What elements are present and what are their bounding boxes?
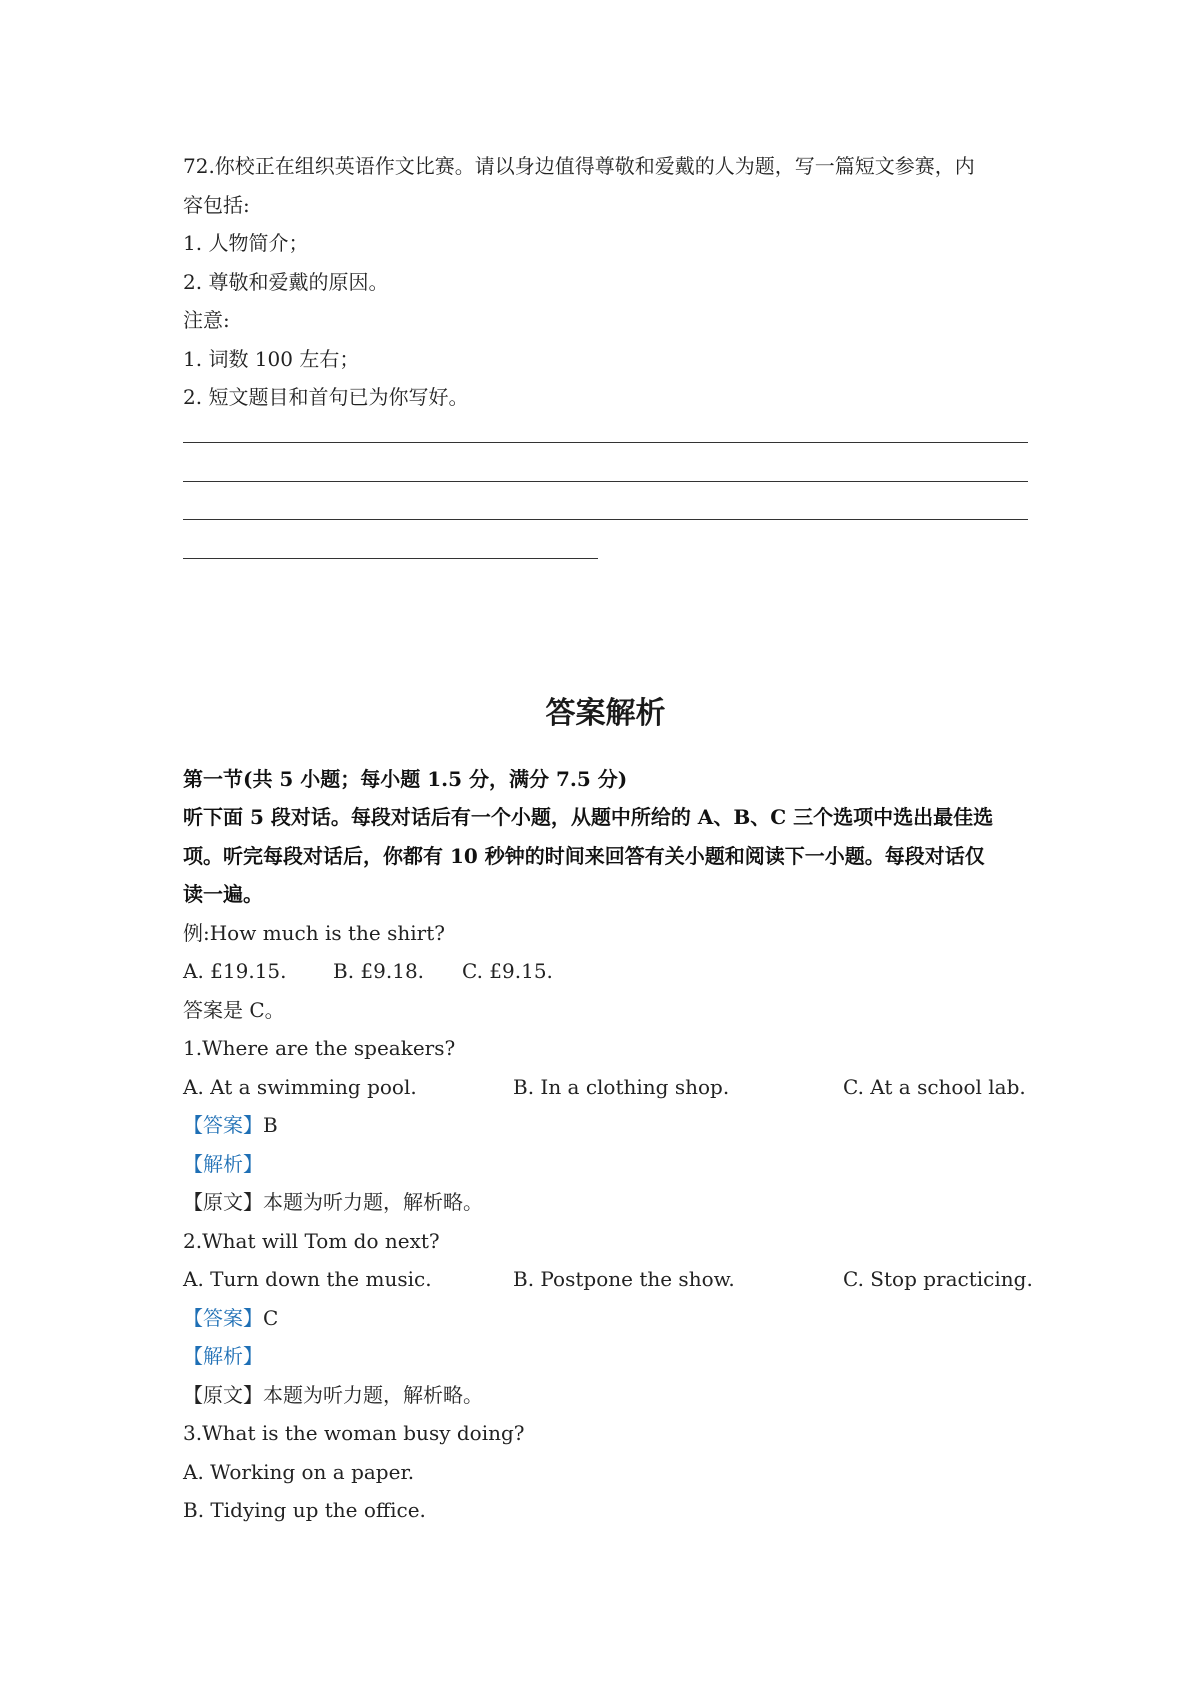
example-option-b: B. £9.18. [333, 959, 425, 983]
writing-note-2: 2. 短文题目和首句已为你写好。 [183, 385, 469, 409]
question-1-options [183, 1068, 1028, 1107]
answer-blank-line [183, 455, 1028, 494]
section-header: 第一节(共 5 小题；每小题 1.5 分，满分 7.5 分) [183, 766, 628, 791]
instructions-line-3: 读一遍。 [183, 882, 263, 906]
question-3-option-b: B. Tidying up the office. [183, 1498, 426, 1522]
question-2-source: 【原文】本题为听力题，解析略。 [183, 1382, 483, 1407]
question-3: 3.What is the woman busy doing? [183, 1421, 525, 1445]
question-2-analysis-tag: 【解析】 [183, 1344, 263, 1368]
writing-point-1: 1. 人物简介； [183, 231, 309, 255]
example-answer: 答案是 C。 [183, 997, 285, 1022]
answer-tag: 【答案】 [183, 1113, 263, 1137]
answer-section-title: 答案解析 [545, 695, 666, 731]
question-2-options [183, 1260, 1033, 1299]
writing-note-label: 注意: [183, 308, 230, 332]
question-2: 2.What will Tom do next? [183, 1228, 440, 1253]
question-3-option-a: A. Working on a paper. [183, 1459, 415, 1484]
writing-prompt-line-1: 72.你校正在组织英语作文比赛。请以身边值得尊敬和爱戴的人为题，写一篇短文参赛，内 [183, 154, 975, 178]
question-1-answer [183, 1106, 1028, 1145]
question-1-option-a: A. At a swimming pool. [183, 1074, 417, 1099]
question-1-option-c: C. At a school lab. [843, 1074, 1026, 1099]
writing-prompt-line-2: 容包括: [183, 192, 250, 217]
example-option-c: C. £9.15. [462, 959, 553, 983]
question-1-source: 【原文】本题为听力题，解析略。 [183, 1190, 483, 1214]
example-options [183, 952, 1028, 991]
writing-point-2: 2. 尊敬和爱戴的原因。 [183, 269, 389, 294]
answer-value: B [263, 1113, 278, 1137]
example-question: 例:How much is the shirt? [183, 920, 445, 945]
answer-blank-line [183, 417, 1028, 456]
section-spacer [183, 571, 1028, 689]
question-1: 1.Where are the speakers? [183, 1036, 456, 1060]
writing-note-1: 1. 词数 100 左右； [183, 346, 360, 371]
question-2-option-a: A. Turn down the music. [183, 1267, 432, 1291]
instructions-line-2: 项。听完每段对话后，你都有 10 秒钟的时间来回答有关小题和阅读下一小题。每段对话仅 [183, 843, 985, 868]
question-2-option-b: B. Postpone the show. [513, 1267, 735, 1291]
answer-blank-line [183, 532, 1028, 571]
page-content [183, 147, 1033, 1530]
question-1-analysis-tag: 【解析】 [183, 1151, 263, 1176]
question-1-option-b: B. In a clothing shop. [513, 1074, 730, 1099]
answer-blank-line [183, 494, 1028, 533]
answer-value: C [263, 1305, 279, 1330]
answer-tag: 【答案】 [183, 1305, 263, 1330]
question-2-option-c: C. Stop practicing. [843, 1267, 1033, 1291]
question-2-answer [183, 1299, 1028, 1338]
example-option-a: A. £19.15. [183, 959, 287, 983]
instructions-line-1: 听下面 5 段对话。每段对话后有一个小题，从题中所给的 A、B、C 三个选项中选出最佳选 [183, 805, 994, 829]
